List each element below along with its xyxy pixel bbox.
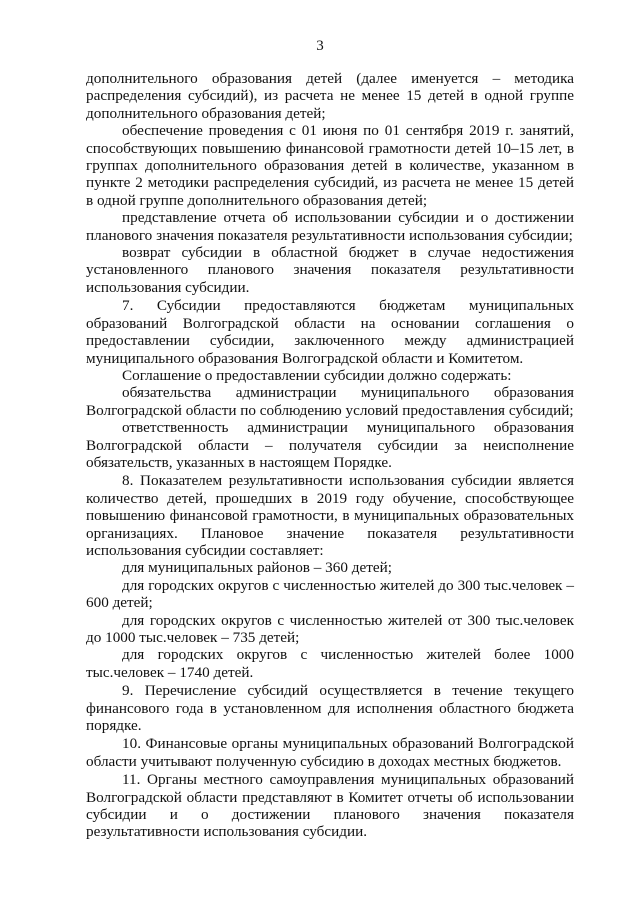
paragraph-9: 9. Перечисление субсидий осуществляется в течение текущего финансового года в установленном для исполнения областного бюджета порядке. bbox=[86, 682, 574, 735]
paragraph-target-medium-cities: для городских округов с численностью жителей от 300 тыс.человек до 1000 тыс.человек – 735 детей; bbox=[86, 611, 574, 646]
paragraph-continuation: дополнительного образования детей (далее именуется – методика распределения субсидий), из расчета не менее 15 детей в одной группе дополнительного образования детей; bbox=[86, 70, 574, 122]
page-number: 3 bbox=[316, 38, 324, 54]
paragraph-agreement-obligations: обязательства администрации муниципального образования Волгоградской области по соблюдению условий предоставления субсидий; bbox=[86, 384, 574, 419]
paragraph-condition-report: представление отчета об использовании субсидии и о достижении планового значения показателя результативности использования субсидии; bbox=[86, 209, 574, 244]
paragraph-agreement-responsibility: ответственность администрации муниципального образования Волгоградской области – получателя субсидии за неисполнение обязательств, указанных в настоящем Порядке. bbox=[86, 419, 574, 471]
paragraph-agreement-intro: Соглашение о предоставлении субсидии должно содержать: bbox=[122, 366, 512, 384]
paragraph-7: 7. Субсидии предоставляются бюджетам муниципальных образований Волгоградской области на основании соглашения о предоставлении субсидии, заключенного между администрацией муниципального образования Волгоградской области и Комитетом. bbox=[86, 297, 574, 367]
paragraph-target-small-cities: для городских округов с численностью жителей до 300 тыс.человек – 600 детей; bbox=[86, 576, 574, 612]
paragraph-target-districts: для муниципальных районов – 360 детей; bbox=[122, 559, 392, 577]
paragraph-condition-return: возврат субсидии в областной бюджет в случае недостижения установленного планового значения показателя результативности использования субсидии. bbox=[86, 244, 574, 296]
document-body bbox=[86, 70, 574, 841]
paragraph-8: 8. Показателем результативности использования субсидии является количество детей, прошедших в 2019 году обучение, способствующее повышению финансовой грамотности, в муниципальных образовательных организациях. Плановое значение показателя результативности использования субсидии составляет: bbox=[86, 472, 574, 559]
paragraph-10: 10. Финансовые органы муниципальных образований Волгоградской области учитывают полученную субсидию в доходах местных бюджетов. bbox=[86, 735, 574, 770]
paragraph-condition-schedule: обеспечение проведения с 01 июня по 01 сентября 2019 г. занятий, способствующих повышению финансовой грамотности детей 10–15 лет, в группах дополнительного образования детей в количестве, указанном в пункте 2 методики распределения субсидий, из расчета не менее 15 детей в одной группе дополнительного образования детей; bbox=[86, 122, 574, 209]
paragraph-target-large-cities: для городских округов с численностью жителей более 1000 тыс.человек – 1740 детей. bbox=[86, 646, 574, 681]
paragraph-11: 11. Органы местного самоуправления муниципальных образований Волгоградской области представляют в Комитет отчеты об использовании субсидии и о достижении планового значения показателя результативности использования субсидии. bbox=[86, 771, 574, 841]
